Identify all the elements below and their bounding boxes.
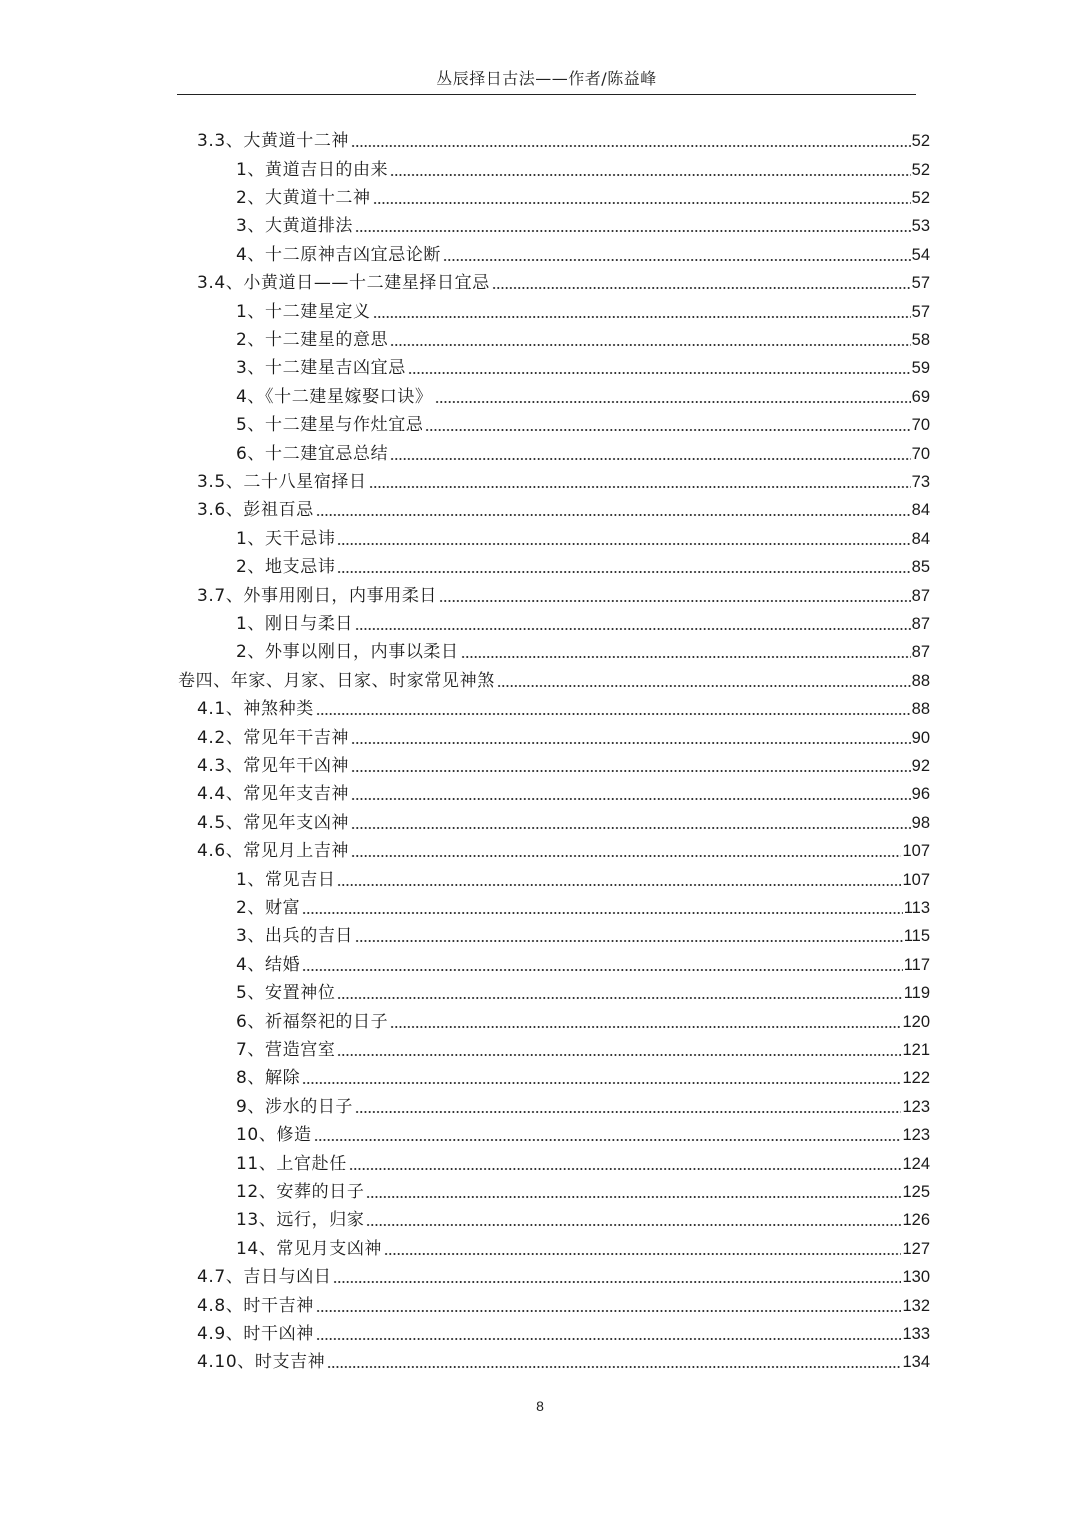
toc-entry-page: 53: [911, 217, 930, 236]
toc-entry[interactable]: [197, 581, 930, 609]
toc-entry[interactable]: [197, 809, 930, 837]
toc-entry-page: 84: [911, 501, 930, 520]
toc-entry[interactable]: [197, 269, 930, 297]
dot-leader: [390, 1026, 901, 1028]
dot-leader: [351, 145, 911, 147]
toc-entry[interactable]: [236, 1178, 930, 1206]
toc-entry-page: 127: [902, 1239, 930, 1258]
toc-entry-title: 3.7、外事用刚日，内事用柔日: [197, 585, 438, 606]
toc-entry[interactable]: [236, 1036, 930, 1064]
dot-leader: [337, 997, 902, 999]
dot-leader: [302, 912, 902, 914]
toc-entry-title: 6、十二建宜忌总结: [236, 443, 389, 464]
toc-entry-title: 12、安葬的日子: [236, 1181, 365, 1202]
toc-entry-page: 90: [911, 728, 930, 747]
toc-entry-title: 4、《十二建星嫁娶口诀》: [236, 386, 433, 407]
toc-entry[interactable]: [197, 752, 930, 780]
dot-leader: [366, 1196, 901, 1198]
dot-leader: [492, 287, 911, 289]
dot-leader: [355, 628, 911, 630]
dot-leader: [425, 429, 910, 431]
toc-entry-title: 4、十二原神吉凶宜忌论断: [236, 244, 442, 265]
toc-entry[interactable]: [236, 1121, 930, 1149]
toc-entry-title: 3、十二建星吉凶宜忌: [236, 358, 406, 379]
toc-entry[interactable]: [197, 496, 930, 524]
toc-entry[interactable]: [236, 553, 930, 581]
toc-entry-page: 123: [902, 1126, 930, 1145]
toc-entry-page: 96: [911, 785, 930, 804]
dot-leader: [355, 230, 911, 232]
toc-entry-title: 4、结婚: [236, 954, 301, 975]
toc-entry-page: 87: [911, 586, 930, 605]
toc-entry[interactable]: [236, 184, 930, 212]
toc-entry[interactable]: [236, 865, 930, 893]
toc-entry-page: 130: [902, 1268, 930, 1287]
dot-leader: [384, 1253, 901, 1255]
toc-entry-title: 9、涉水的日子: [236, 1096, 354, 1117]
dot-leader: [461, 656, 911, 658]
toc-entry-page: 124: [902, 1154, 930, 1173]
toc-entry-title: 4.5、常见年支凶神: [197, 812, 350, 833]
header-rule: [177, 94, 916, 95]
toc-entry-title: 3.4、小黄道日——十二建星择日宜忌: [197, 273, 490, 294]
toc-entry-page: 123: [902, 1097, 930, 1116]
toc-entry-title: 6、祈福祭祀的日子: [236, 1011, 389, 1032]
toc-entry[interactable]: [236, 1235, 930, 1263]
toc-entry-title: 4.3、常见年干凶神: [197, 755, 350, 776]
toc-entry-page: 70: [911, 444, 930, 463]
toc-entry-title: 4.8、时干吉神: [197, 1295, 314, 1316]
toc-entry-page: 117: [903, 955, 930, 974]
toc-entry-title: 4.2、常见年干吉神: [197, 727, 350, 748]
toc-entry[interactable]: [197, 1348, 930, 1376]
toc-entry[interactable]: [197, 780, 930, 808]
toc-entry-page: 92: [911, 756, 930, 775]
page-number: 8: [536, 1398, 544, 1414]
dot-leader: [369, 486, 911, 488]
toc-entry[interactable]: [197, 127, 930, 155]
toc-entry-page: 115: [903, 927, 930, 946]
toc-entry[interactable]: [236, 1149, 930, 1177]
toc-entry-page: 70: [911, 416, 930, 435]
toc-entry[interactable]: [236, 1064, 930, 1092]
dot-leader: [443, 259, 911, 261]
toc-entry[interactable]: [236, 383, 930, 411]
dot-leader: [337, 1054, 901, 1056]
toc-entry-title: 4.9、时干凶神: [197, 1323, 314, 1344]
toc-entry-title: 4.4、常见年支吉神: [197, 784, 350, 805]
toc-entry-title: 10、修造: [236, 1125, 312, 1146]
toc-entry-page: 122: [902, 1069, 930, 1088]
dot-leader: [351, 855, 901, 857]
toc-entry-title: 3、大黄道排法: [236, 216, 354, 237]
dot-leader: [390, 458, 910, 460]
toc-entry-page: 88: [911, 700, 930, 719]
toc-entry-page: 126: [902, 1211, 930, 1230]
dot-leader: [390, 344, 910, 346]
dot-leader: [497, 685, 911, 687]
toc-entry[interactable]: [236, 155, 930, 183]
toc-entry-page: 134: [902, 1353, 930, 1372]
toc-entry[interactable]: [236, 525, 930, 553]
toc-entry-title: 5、十二建星与作灶宜忌: [236, 415, 424, 436]
dot-leader: [366, 1224, 901, 1226]
toc-entry-page: 87: [911, 614, 930, 633]
toc-entry-title: 3.3、大黄道十二神: [197, 131, 350, 152]
dot-leader: [373, 202, 911, 204]
toc-entry[interactable]: [236, 212, 930, 240]
toc-entry-title: 4.6、常见月上吉神: [197, 841, 350, 862]
dot-leader: [349, 1168, 902, 1170]
toc-entry-page: 59: [911, 359, 930, 378]
toc-entry[interactable]: [236, 979, 930, 1007]
toc-entry-title: 卷四、年家、月家、日家、时家常见神煞: [178, 670, 495, 691]
toc-entry[interactable]: [236, 411, 930, 439]
toc-entry-title: 1、刚日与柔日: [236, 613, 354, 634]
dot-leader: [390, 174, 910, 176]
dot-leader: [302, 969, 902, 971]
toc-entry-title: 3、出兵的吉日: [236, 926, 354, 947]
toc-entry-title: 2、外事以刚日，内事以柔日: [236, 642, 459, 663]
toc-entry[interactable]: [197, 1263, 930, 1291]
toc-entry-page: 125: [902, 1182, 930, 1201]
toc-entry-page: 52: [911, 132, 930, 151]
dot-leader: [355, 1111, 901, 1113]
dot-leader: [351, 742, 911, 744]
toc-entry[interactable]: [197, 837, 930, 865]
toc-entry-page: 119: [903, 984, 930, 1003]
toc-entry-page: 107: [902, 870, 930, 889]
toc-entry-title: 2、财富: [236, 897, 301, 918]
page-header-title: 丛辰择日古法——作者/陈益峰: [436, 69, 657, 88]
toc-entry-page: 58: [911, 330, 930, 349]
dot-leader: [316, 713, 911, 715]
toc-entry-page: 85: [911, 558, 930, 577]
dot-leader: [351, 798, 911, 800]
toc-entry-title: 1、黄道吉日的由来: [236, 159, 389, 180]
toc-entry[interactable]: [236, 1093, 930, 1121]
toc-entry-page: 87: [911, 643, 930, 662]
dot-leader: [316, 514, 911, 516]
toc-entry[interactable]: [236, 638, 930, 666]
toc-entry[interactable]: [236, 241, 930, 269]
toc-entry[interactable]: [197, 695, 930, 723]
toc-entry[interactable]: [197, 1320, 930, 1348]
dot-leader: [302, 1082, 901, 1084]
toc-entry[interactable]: [236, 1206, 930, 1234]
toc-entry[interactable]: [197, 723, 930, 751]
toc-entry-page: 73: [911, 472, 930, 491]
toc-entry-page: 84: [911, 529, 930, 548]
toc-entry-page: 107: [902, 842, 930, 861]
toc-entry-page: 54: [911, 245, 930, 264]
dot-leader: [355, 940, 903, 942]
toc-entry-title: 2、十二建星的意思: [236, 329, 389, 350]
dot-leader: [314, 1139, 902, 1141]
toc-entry[interactable]: [197, 1291, 930, 1319]
toc-entry-title: 4.7、吉日与凶日: [197, 1267, 332, 1288]
toc-entry-title: 4.1、神煞种类: [197, 699, 314, 720]
toc-entry-title: 1、常见吉日: [236, 869, 336, 890]
toc-entry-title: 1、十二建星定义: [236, 301, 371, 322]
toc-entry-title: 7、营造宫室: [236, 1039, 336, 1060]
dot-leader: [333, 1281, 901, 1283]
toc-entry-page: 120: [902, 1012, 930, 1031]
toc-entry-page: 88: [911, 671, 930, 690]
toc-entry[interactable]: [236, 354, 930, 382]
toc-entry-title: 5、安置神位: [236, 983, 336, 1004]
dot-leader: [351, 770, 911, 772]
dot-leader: [408, 372, 911, 374]
toc-entry-page: 132: [902, 1296, 930, 1315]
toc-entry-page: 113: [903, 898, 930, 917]
toc-entry-title: 2、地支忌讳: [236, 557, 336, 578]
toc-entry[interactable]: [178, 667, 930, 695]
toc-entry-title: 3.5、二十八星宿择日: [197, 471, 367, 492]
toc-entry[interactable]: [236, 922, 930, 950]
toc-entry-title: 14、常见月支凶神: [236, 1238, 383, 1259]
toc-entry[interactable]: [236, 1007, 930, 1035]
dot-leader: [327, 1366, 901, 1368]
toc-entry[interactable]: [197, 468, 930, 496]
dot-leader: [316, 1338, 902, 1340]
toc-entry-title: 8、解除: [236, 1068, 301, 1089]
toc-entry-title: 1、天干忌讳: [236, 528, 336, 549]
toc-entry[interactable]: [236, 610, 930, 638]
toc-entry-title: 2、大黄道十二神: [236, 187, 371, 208]
toc-entry-page: 52: [911, 160, 930, 179]
toc-entry[interactable]: [236, 326, 930, 354]
dot-leader: [435, 401, 911, 403]
toc-entry[interactable]: [236, 297, 930, 325]
dot-leader: [351, 827, 911, 829]
toc-entry-page: 69: [911, 387, 930, 406]
toc-entry-title: 11、上官赴任: [236, 1153, 347, 1174]
toc-entry-page: 98: [911, 813, 930, 832]
dot-leader: [439, 600, 911, 602]
toc-entry-page: 121: [902, 1040, 930, 1059]
dot-leader: [337, 543, 910, 545]
toc-entry-title: 3.6、彭祖百忌: [197, 500, 314, 521]
toc-entry-page: 57: [911, 302, 930, 321]
dot-leader: [316, 1310, 902, 1312]
toc-entry-page: 52: [911, 188, 930, 207]
toc-entry-title: 4.10、时支吉神: [197, 1352, 326, 1373]
dot-leader: [337, 571, 910, 573]
toc-entry[interactable]: [236, 951, 930, 979]
dot-leader: [337, 884, 901, 886]
toc-entry[interactable]: [236, 894, 930, 922]
toc-entry-page: 57: [911, 274, 930, 293]
dot-leader: [373, 316, 911, 318]
toc-entry[interactable]: [236, 439, 930, 467]
toc-entry-page: 133: [902, 1324, 930, 1343]
toc-entry-title: 13、远行，归家: [236, 1210, 365, 1231]
